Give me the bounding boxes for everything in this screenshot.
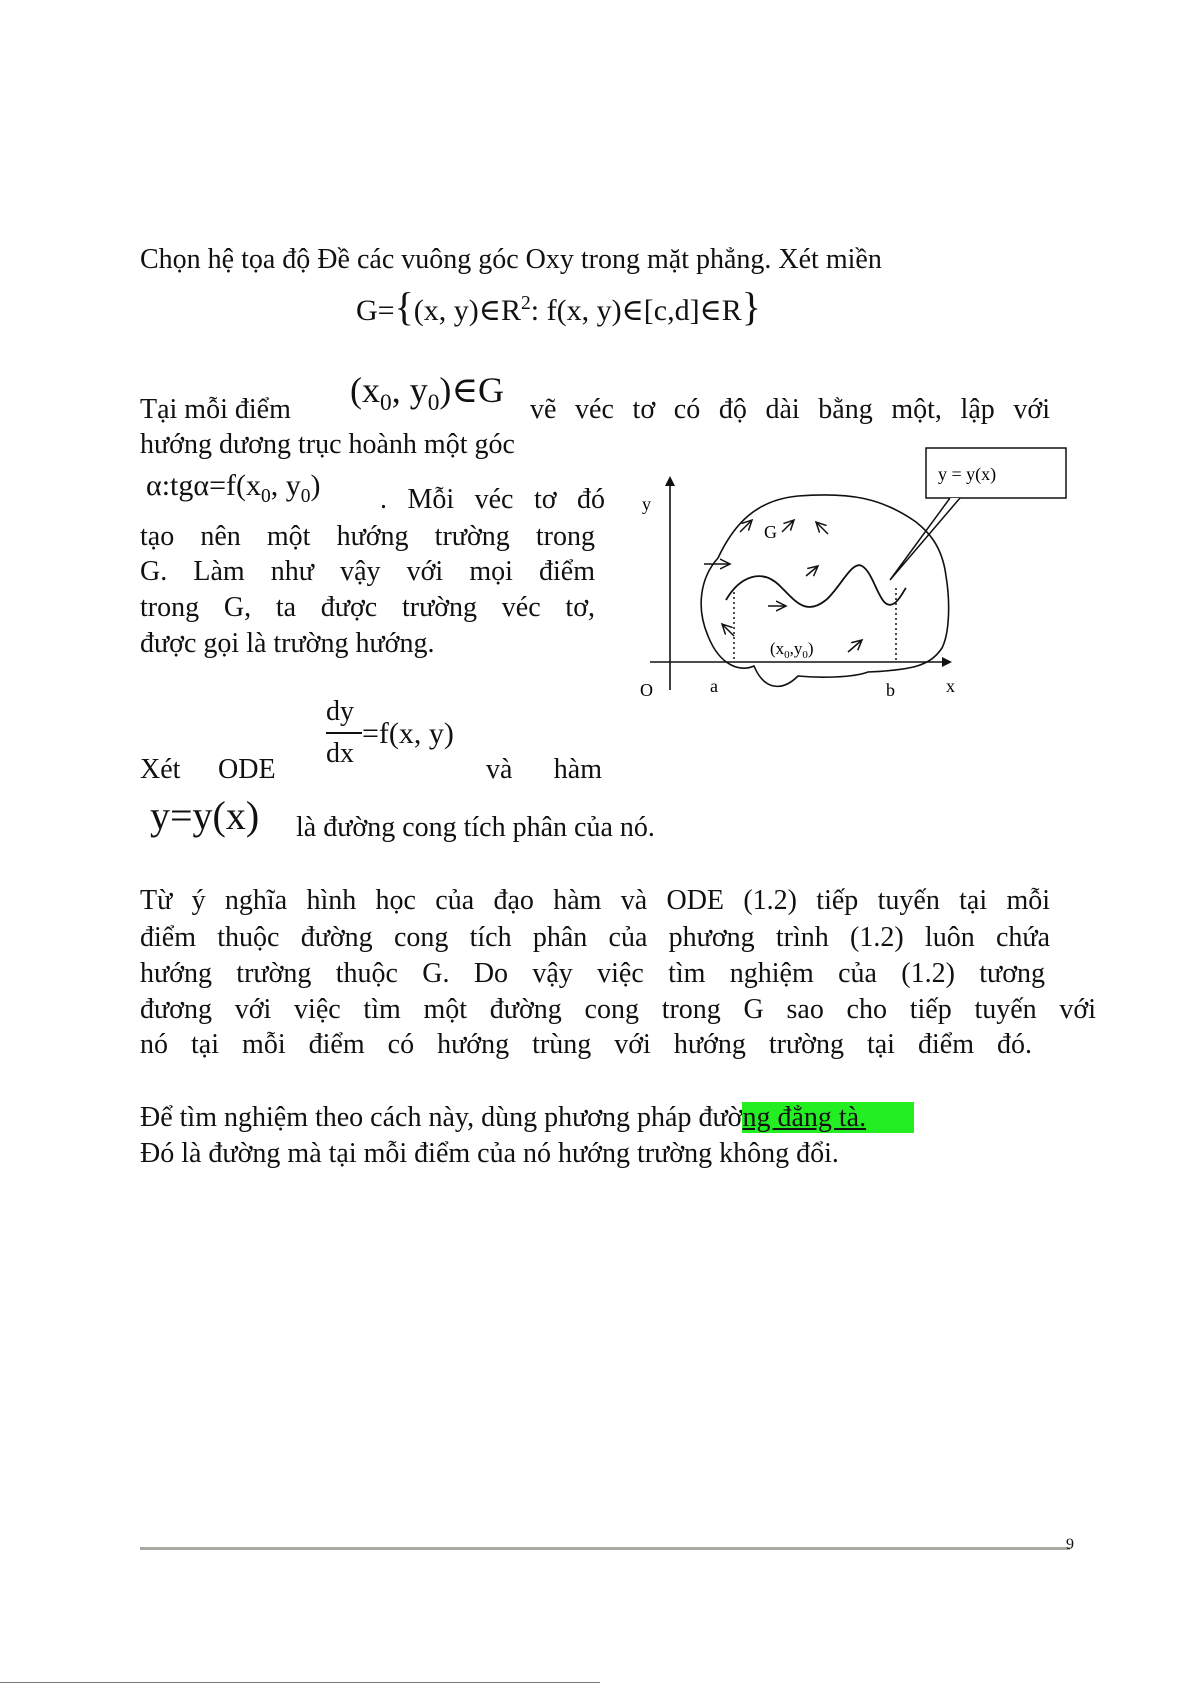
alpha-eq-b: , y (270, 469, 301, 502)
point-label-comma: ,y (789, 639, 803, 658)
alpha-sub-b: 0 (300, 486, 311, 507)
point-label (770, 639, 814, 661)
para2-line-2: điểm thuộc đường cong tích phân của phương trình (1.2) luôn chứa (140, 922, 1050, 953)
para3-line-1 (140, 1100, 914, 1136)
domain-eq-sup: 2 (521, 293, 531, 314)
y-axis-label: y (642, 494, 651, 514)
point-sub-b: 0 (427, 390, 440, 417)
ode-dx: dx (326, 738, 354, 769)
page-number: 9 (1066, 1536, 1074, 1553)
b-label: b (886, 680, 895, 700)
para3-line1-pre: Để tìm nghiệm theo cách này, dùng phương pháp đườ (140, 1102, 743, 1133)
x-axis-label: x (946, 676, 955, 696)
brace-close: } (741, 284, 761, 329)
a-label: a (710, 676, 718, 696)
point-x0y0 (350, 368, 504, 425)
direction-arrow (782, 520, 794, 532)
para1-prefix: Tại mỗi điểm (140, 394, 291, 425)
domain-eq-part2: : f(x, y)∈[c,d]∈R (530, 294, 742, 327)
para2-line-1: Từ ý nghĩa hình học của đạo hàm và ODE (1.2) tiếp tuyến tại mỗi (140, 885, 1050, 916)
direction-arrow (722, 624, 734, 636)
callout-label: y = y(x) (938, 464, 997, 484)
point-label-sub1: 0 (802, 649, 808, 661)
para1-line5: G. Làm như vậy với mọi điểm (140, 556, 595, 587)
point-open: (x (350, 370, 380, 410)
para2-line-5: nó tại mỗi điểm có hướng trùng với hướng trường tại điểm đó. (140, 1029, 1032, 1060)
ode-word: ODE (218, 754, 276, 785)
footer-rule (140, 1547, 1070, 1550)
point-mid: , y (391, 370, 428, 410)
callout-pointer (890, 498, 960, 580)
point-label-close: ) (807, 639, 814, 658)
ode-tail: là đường cong tích phân của nó. (296, 812, 655, 843)
alpha-eq-c: ) (310, 469, 321, 502)
point-label-open: (x (770, 639, 785, 658)
point-sub-a: 0 (380, 390, 392, 417)
para1-line6: trong G, ta được trường véc tơ, (140, 592, 595, 623)
integral-curve (726, 565, 906, 607)
ode-xet: Xét (140, 754, 181, 785)
intro-line: Chọn hệ tọa độ Đề các vuông góc Oxy trong mặt phẳng. Xét miền (140, 244, 882, 275)
domain-eq-lhs: G= (356, 294, 395, 327)
direction-arrow (806, 566, 818, 576)
region-g-boundary (701, 495, 948, 686)
direction-field-figure (630, 440, 1080, 750)
para1-suffix: vẽ véc tơ có độ dài bằng một, lập với (530, 394, 1050, 425)
ode-rhs: =f(x, y) (362, 717, 454, 750)
domain-eq-part1: (x, y)∈R (413, 294, 521, 327)
alpha-sub-a: 0 (261, 486, 271, 507)
para1-line2: hướng dương trục hoành một góc (140, 429, 515, 460)
ode-va-ham: và hàm (486, 754, 602, 785)
para1-line3-tail: . Mỗi véc tơ đó (380, 484, 605, 515)
page-bottom-rule (0, 1682, 600, 1683)
para2-line-3: hướng trường thuộc G. Do vậy việc tìm nghiệm của (1.2) tương (140, 958, 1045, 989)
brace-open: { (394, 284, 414, 329)
highlighted-term: ng đẳng tà. (742, 1102, 914, 1133)
direction-arrow (816, 522, 828, 534)
alpha-equation (146, 466, 321, 517)
domain-equation (356, 284, 761, 331)
para1-line7: được gọi là trường hướng. (140, 628, 435, 659)
y-equals-yx: y=y(x) (150, 793, 260, 838)
para1-line4: tạo nên một hướng trường trong (140, 521, 595, 552)
region-label: G (764, 522, 777, 542)
alpha-eq-a: α:tgα=f(x (146, 469, 262, 502)
ode-dy: dy (326, 696, 354, 727)
fraction-bar (326, 732, 362, 734)
origin-label: O (640, 680, 653, 700)
direction-arrow (848, 640, 862, 652)
para2-line-4: đương với việc tìm một đường cong trong G sao cho tiếp tuyến với (140, 994, 1096, 1025)
point-label-sub0: 0 (784, 649, 790, 661)
point-close: )∈G (439, 370, 505, 410)
para3-line-2: Đó là đường mà tại mỗi điểm của nó hướng trường không đổi. (140, 1138, 839, 1169)
